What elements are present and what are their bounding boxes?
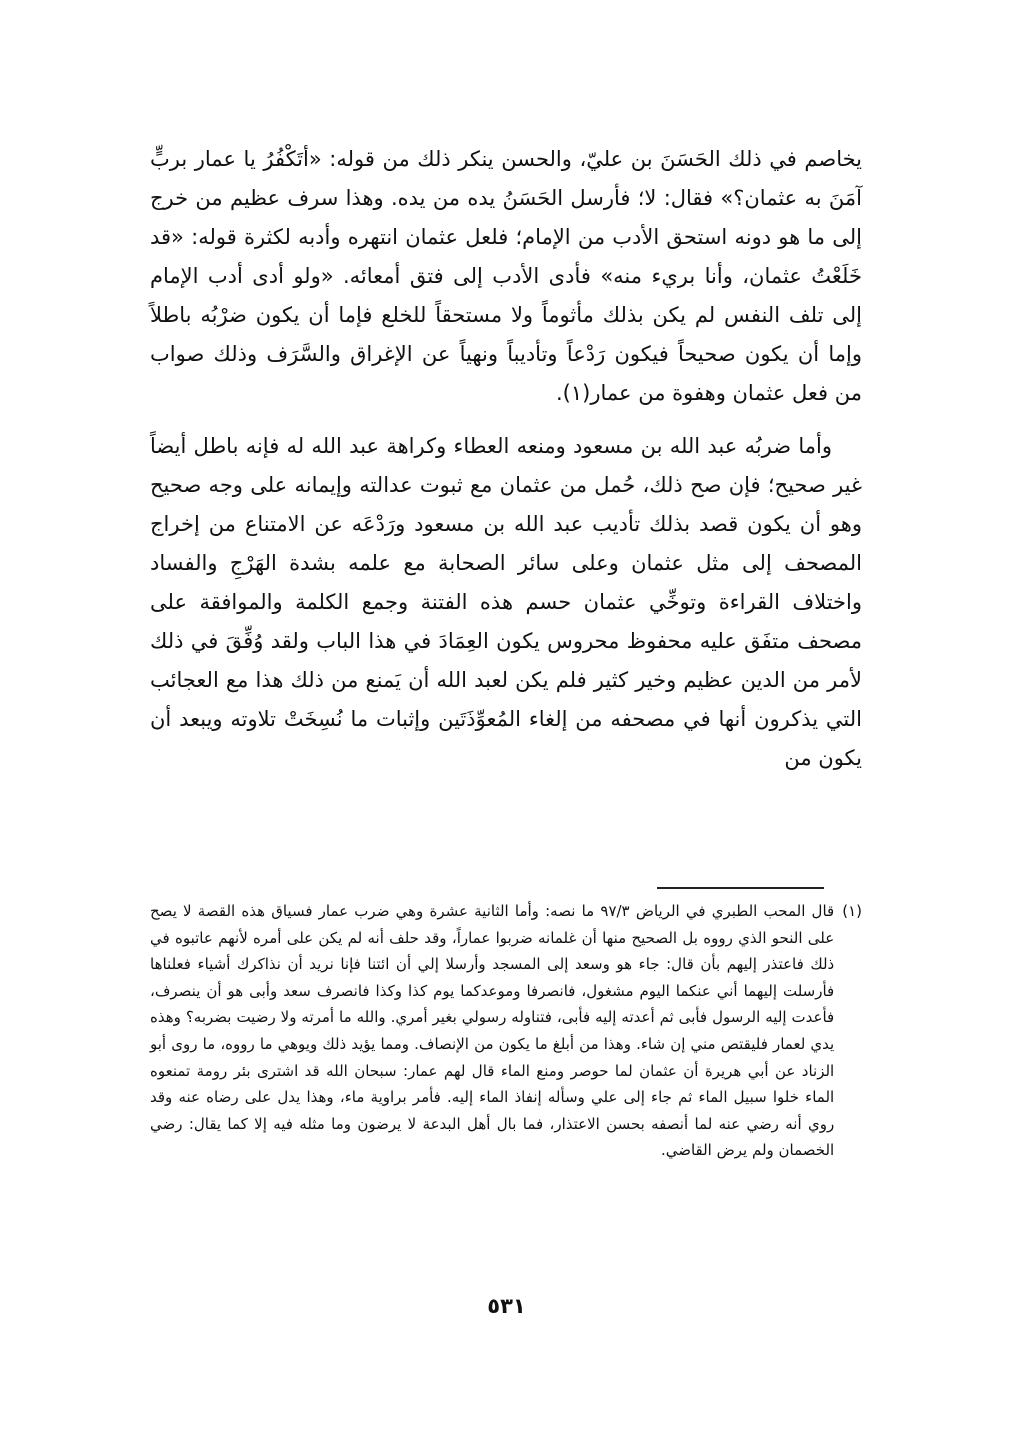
footnote-separator [657, 887, 824, 889]
footnotes-section [150, 898, 862, 1164]
paragraph-2: وأما ضربُه عبد الله بن مسعود ومنعه العطاء وكراهة عبد الله له فإنه باطل أيضاً غير صحيح؛ فإن صح ذلك، حُمل من عثمان مع ثبوت عدالته وإيمانه على وجه صحيح وهو أن يكون قصد بذلك تأديب عبد الله بن مسعود ورَدْعَه عن الامتناع من إخراج المصحف إلى مثل عثمان وعلى سائر الصحابة مع علمه بشدة الهَرْجِ والفساد واختلاف القراءة وتوخِّي عثمان حسم هذه الفتنة وجمع الكلمة والموافقة على مصحف متفَق عليه محفوظ محروس يكون العِمَادَ في هذا الباب ولقد وُفِّقَ في ذلك لأمر من الدين عظيم وخير كثير فلم يكن لعبد الله أن يَمنع من ذلك هذا مع العجائب التي يذكرون أنها في مصحفه من إلغاء المُعوِّذَتَين وإثبات ما نُسِخَتْ تلاوته ويبعد أن يكون من [150, 434, 862, 770]
footnote-1 [150, 898, 862, 1164]
footnote-text: قال المحب الطبري في الرياض ٩٧/٣ ما نصه: وأما الثانية عشرة وهي ضرب عمار فسياق هذه القصة لا يصح على النحو الذي رووه بل الصحيح منها أن غلمانه ضربوا عماراً، وقد حلف أنه لم يكن على أمره لأنهم عاتبوه في ذلك فاعتذر إليهم بأن قال: جاء هو وسعد إلى المسجد وأرسلا إلي أن ائتنا فإنا نريد أن نذاكرك أشياء فعلناها فأرسلت إليهما أني عنكما اليوم مشغول، فانصرفا وموعدكما يوم كذا وكذا فانصرف سعد وأبى هو أن ينصرف، فأعدت إليه الرسول فأبى ثم أعدته إليه فأبى، فتناوله رسولي بغير أمري. والله ما أمرته ولا رضيت بضربه؟ وهذه يدي لعمار فليقتص مني إن شاء. وهذا من أبلغ ما يكون من الإنصاف. ومما يؤيد ذلك ويوهي ما رووه، ما روى أبو الزناد عن أبي هريرة أن عثمان لما حوصر ومنع الماء قال لهم عمار: سبحان الله قد اشترى بئر رومة تمنعوه الماء خلوا سبيل الماء ثم جاء إلى علي وسأله إنفاذ الماء إليه. فأمر براوية ماء، وهذا يدل على رضاه عنه وقد روي أنه رضي عنه لما أنصفه بحسن الاعتذار، فما بال أهل البدعة لا يرضون وما مثله فيه إلا كما يقال: رضي الخصمان ولم يرض القاضي. [150, 902, 835, 1160]
footnote-marker: (١) [842, 902, 862, 920]
page-number: ٥٣١ [487, 1294, 526, 1318]
paragraph-1: يخاصم في ذلك الحَسَنَ بن عليّ، والحسن ينكر ذلك من قوله: «أتَكْفُرُ يا عمار بربٍّ آمَنَ به عثمان؟» فقال: لا؛ فأرسل الحَسَنُ يده من يده. وهذا سرف عظيم من خرج إلى ما هو دونه استحق الأدب من الإمام؛ فلعل عثمان انتهره وأدبه لكثرة قوله: «قد خَلَعْتُ عثمان، وأنا بريء منه» فأدى الأدب إلى فتق أمعائه. «ولو أدى أدب الإمام إلى تلف النفس لم يكن بذلك مأثوماً ولا مستحقاً للخلع فإما أن يكون ضرْبُه باطلاً وإما أن يكون صحيحاً فيكون رَدْعاً وتأديباً ونهياً عن الإغراق والسَّرَف وذلك صواب من فعل عثمان وهفوة من عمار(١). [150, 147, 862, 405]
main-text-block [150, 140, 862, 778]
